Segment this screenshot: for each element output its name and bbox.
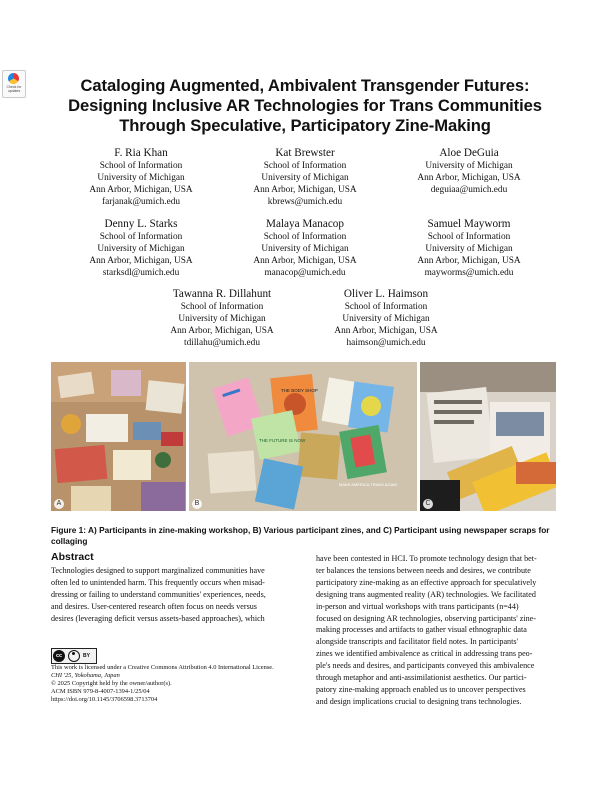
text-line: participatory zine-making as an effective approach for speculatively <box>316 577 537 587</box>
title-line: Designing Inclusive AR Technologies for Trans Communities <box>68 96 542 115</box>
figure-panel-b <box>189 362 417 511</box>
author-block <box>220 217 390 279</box>
text-line: Technologies designed to support marginalized communities have <box>51 566 265 575</box>
author-email[interactable]: farjanak@umich.edu <box>102 197 180 207</box>
text-line: ple's needs and desires, and participants conveyed this ambivalence <box>316 661 535 671</box>
title-line: Through Speculative, Participatory Zine-Making <box>119 116 491 135</box>
zine-title: MAKE AMERICA TRANS AGAIN <box>339 482 398 487</box>
crossmark-icon <box>8 73 19 84</box>
zines-photo <box>189 362 417 511</box>
text-line: through metaphor and anti-assimilationist aesthetics. Our partici- <box>316 673 527 683</box>
copyright-line: © 2025 Copyright held by the owner/author(s). <box>51 680 172 688</box>
author-location: Ann Arbor, Michigan, USA <box>334 326 438 336</box>
author-block <box>56 146 226 208</box>
author-location: Ann Arbor, Michigan, USA <box>89 256 193 266</box>
author-name: Oliver L. Haimson <box>343 288 429 300</box>
text-line: often led to unintended harm. This frequently occurs when misad- <box>51 577 265 587</box>
zine-title: THE FUTURE IS NOW <box>259 438 306 443</box>
doi-link[interactable]: https://doi.org/10.1145/3706598.3713704 <box>51 696 158 704</box>
author-university: University of Michigan <box>178 314 266 324</box>
author-affiliation: University of Michigan <box>425 161 513 171</box>
author-email[interactable]: haimson@umich.edu <box>346 338 426 348</box>
figure-label-c: C <box>423 499 433 509</box>
text-line: desires (leveraging deficit versus assets-based approaches), which <box>51 613 265 623</box>
figure-panel-c <box>420 362 556 511</box>
figure-label-a: A <box>54 499 64 509</box>
author-name: F. Ria Khan <box>114 147 168 159</box>
badge-text: Check for updates <box>6 85 22 93</box>
author-affiliation: School of Information <box>263 232 347 242</box>
workshop-photo <box>51 362 186 511</box>
author-email[interactable]: mayworms@umich.edu <box>424 268 514 278</box>
text-line: patory zine-making approach enabled us to uncover perspectives <box>316 684 526 694</box>
text-line: and design implications crucial to designing trans technologies. <box>316 696 522 706</box>
author-university: University of Michigan <box>261 244 349 254</box>
author-block <box>384 217 554 279</box>
cc-by-label: BY <box>83 653 90 659</box>
author-name: Denny L. Starks <box>104 218 178 230</box>
collage-photo <box>420 362 556 511</box>
text-line: designing trans augmented reality (AR) technologies. We facilitated <box>316 589 536 599</box>
author-university: University of Michigan <box>425 244 513 254</box>
author-email[interactable]: tdillahu@umich.edu <box>184 338 260 348</box>
zine-title: THE BODY SHOP <box>281 388 318 393</box>
author-affiliation: School of Information <box>180 302 264 312</box>
cc-license-badge[interactable] <box>51 648 97 664</box>
text-line: in-person and virtual workshops with trans participants (n=44) <box>316 601 519 611</box>
paper-title <box>40 76 570 136</box>
author-block <box>56 217 226 279</box>
title-line: Cataloging Augmented, Ambivalent Transgender Futures: <box>80 76 530 95</box>
text-line: alongside transcripts and facilitator field notes. In participants' <box>316 637 518 647</box>
abstract-right-column <box>316 553 559 708</box>
author-block <box>220 146 390 208</box>
author-location: Ann Arbor, Michigan, USA <box>417 173 521 183</box>
author-name: Tawanna R. Dillahunt <box>172 288 272 300</box>
text-line: have been contested in HCI. To promote technology design that bet- <box>316 554 537 563</box>
author-location: Ann Arbor, Michigan, USA <box>417 256 521 266</box>
author-name: Aloe DeGuia <box>439 147 499 159</box>
author-affiliation: School of Information <box>263 161 347 171</box>
figure-label-b: B <box>192 499 202 509</box>
text-line: making processes and artifacts to gather visual ethnographic data <box>316 625 527 635</box>
author-email[interactable]: starksdl@umich.edu <box>102 268 180 278</box>
author-affiliation: School of Information <box>99 161 183 171</box>
text-line: zines we identified ambivalence as critical in addressing trans peo- <box>316 649 533 659</box>
author-location: Ann Arbor, Michigan, USA <box>170 326 274 336</box>
venue-line <box>51 672 311 680</box>
text-line: ter balances the tensions between needs and desires, we contribute <box>316 565 531 575</box>
author-university: University of Michigan <box>342 314 430 324</box>
license-line[interactable]: This work is licensed under a Creative Commons Attribution 4.0 International License. <box>51 664 274 671</box>
author-email[interactable]: manacop@umich.edu <box>264 268 346 278</box>
text-line: dressing or failing to understand communities' experiences, needs, <box>51 589 266 599</box>
venue-text: CHI '25, Yokohama, Japan <box>51 672 120 680</box>
author-university: University of Michigan <box>97 244 185 254</box>
author-location: Ann Arbor, Michigan, USA <box>253 256 357 266</box>
author-location: Ann Arbor, Michigan, USA <box>89 185 193 195</box>
author-name: Malaya Manacop <box>266 218 344 230</box>
author-email[interactable]: kbrews@umich.edu <box>267 197 343 207</box>
cc-icon: cc <box>53 650 65 662</box>
abstract-heading: Abstract <box>51 551 94 563</box>
author-location: Ann Arbor, Michigan, USA <box>253 185 357 195</box>
figure-panel-a <box>51 362 186 511</box>
text-line: focused on designing AR technologies, observing participants' zine- <box>316 613 536 623</box>
author-university: University of Michigan <box>261 173 349 183</box>
author-block <box>384 146 554 196</box>
author-name: Kat Brewster <box>275 147 335 159</box>
isbn-line: ACM ISBN 979-8-4007-1394-1/25/04 <box>51 688 150 696</box>
author-email[interactable]: deguiaa@umich.edu <box>430 185 508 195</box>
abstract-left-column <box>51 565 294 625</box>
author-affiliation: School of Information <box>427 232 511 242</box>
author-affiliation: School of Information <box>344 302 428 312</box>
check-for-updates-badge[interactable] <box>2 70 26 98</box>
author-name: Samuel Mayworm <box>427 218 511 230</box>
author-affiliation: School of Information <box>99 232 183 242</box>
figure-caption: Figure 1: A) Participants in zine-making workshop, B) Various participant zines, and C) Participant using newspaper scraps for collaging <box>51 525 550 546</box>
author-block <box>301 287 471 349</box>
author-university: University of Michigan <box>97 173 185 183</box>
license-block <box>51 664 311 704</box>
attribution-icon <box>68 650 80 662</box>
author-block <box>137 287 307 349</box>
text-line: and desires. User-centered research often focus on needs versus <box>51 601 257 611</box>
